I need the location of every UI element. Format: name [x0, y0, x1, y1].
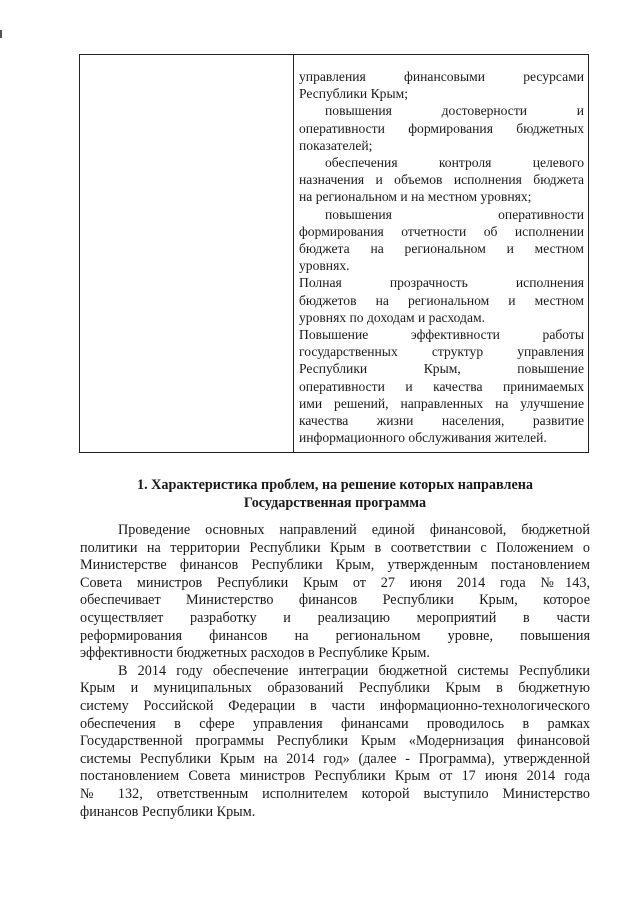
scan-mark	[0, 30, 2, 38]
body-line: постановлением Совета министров Республики Крым от 17 июня 2014 года	[80, 768, 590, 785]
table-line: Республики Крым;	[299, 86, 408, 102]
table-line: оперативности формирования бюджетных	[299, 120, 584, 136]
body-line: Министерстве финансов Республики Крым, утвержденным постановлением	[80, 557, 590, 574]
table-divider	[293, 55, 294, 452]
body-line: Государственной программы Республики Крым «Модернизация финансовой	[80, 733, 590, 750]
heading-line: Государственная программа	[243, 495, 427, 511]
table-line: назначения и объемов исполнения бюджета	[299, 172, 584, 188]
body-line: систему Российской Федерации в части информационно-технологического	[80, 697, 590, 714]
body-line: Крым и муниципальных образований Республики Крым в бюджетную	[80, 680, 590, 697]
table-line: показателей;	[299, 137, 373, 153]
table-line: бюджетов на региональном и местном	[299, 292, 584, 308]
body-line: В 2014 году обеспечение интеграции бюджетной системы Республики	[118, 662, 590, 679]
body-line: эффективности бюджетных расходов в Республике Крым.	[80, 645, 430, 662]
body-line: обеспечивает Министерство финансов Республики Крым, которое	[80, 592, 590, 609]
body-line: реформирования финансов на региональном уровне, повышения	[80, 627, 590, 644]
body-line: политики на территории Республики Крым в соответствии с Положением о	[80, 539, 590, 556]
body-line: Проведение основных направлений единой финансовой, бюджетной	[118, 522, 590, 538]
table-line: государственных структур управления	[299, 344, 584, 360]
table-line: повышения оперативности	[325, 206, 584, 222]
body-text	[80, 522, 590, 821]
body-line: осуществляет разработку и реализацию мероприятий в части	[80, 609, 590, 626]
body-line: Совета министров Республики Крым от 27 июня 2014 года №143,	[80, 574, 590, 591]
body-line: системы Республики Крым на 2014 год» (далее - Программа), утвержденной	[80, 750, 590, 767]
table-cell-right	[299, 68, 584, 446]
table-line: формирования отчетности об исполнении	[299, 223, 584, 239]
table-line: Повышение эффективности работы	[299, 327, 584, 343]
table-line: оперативности и качества принимаемых	[299, 378, 584, 394]
table-line: управления финансовыми ресурсами	[299, 69, 584, 84]
table-line: информационного обслуживания жителей.	[299, 430, 547, 446]
body-line: № 132, ответственным исполнителем которой выступило Министерство	[80, 785, 590, 802]
table-line: бюджета на региональном и местном	[299, 241, 584, 257]
heading-line: 1. Характеристика проблем, на решение которых направлена	[136, 477, 534, 493]
table-line: Республики Крым, повышение	[299, 361, 584, 377]
body-line: обеспечения в сфере управления финансами проводилось в рамках	[80, 715, 590, 732]
table-line: на региональном и на местном уровнях;	[299, 189, 532, 205]
section-heading	[80, 476, 590, 512]
table-line: Полная прозрачность исполнения	[299, 275, 584, 291]
table-line: обеспечения контроля целевого	[325, 155, 584, 171]
table-line: ими решений, направленных на улучшение	[299, 395, 584, 411]
body-line: финансов Республики Крым.	[80, 803, 256, 820]
table-line: уровнях по доходам и расходам.	[299, 309, 486, 325]
table-line: качества жизни населения, развитие	[299, 413, 584, 429]
table-line: уровнях.	[299, 258, 350, 274]
table-cell-left	[80, 55, 293, 452]
program-table	[79, 54, 589, 453]
table-line: повышения достоверности и	[325, 103, 584, 119]
